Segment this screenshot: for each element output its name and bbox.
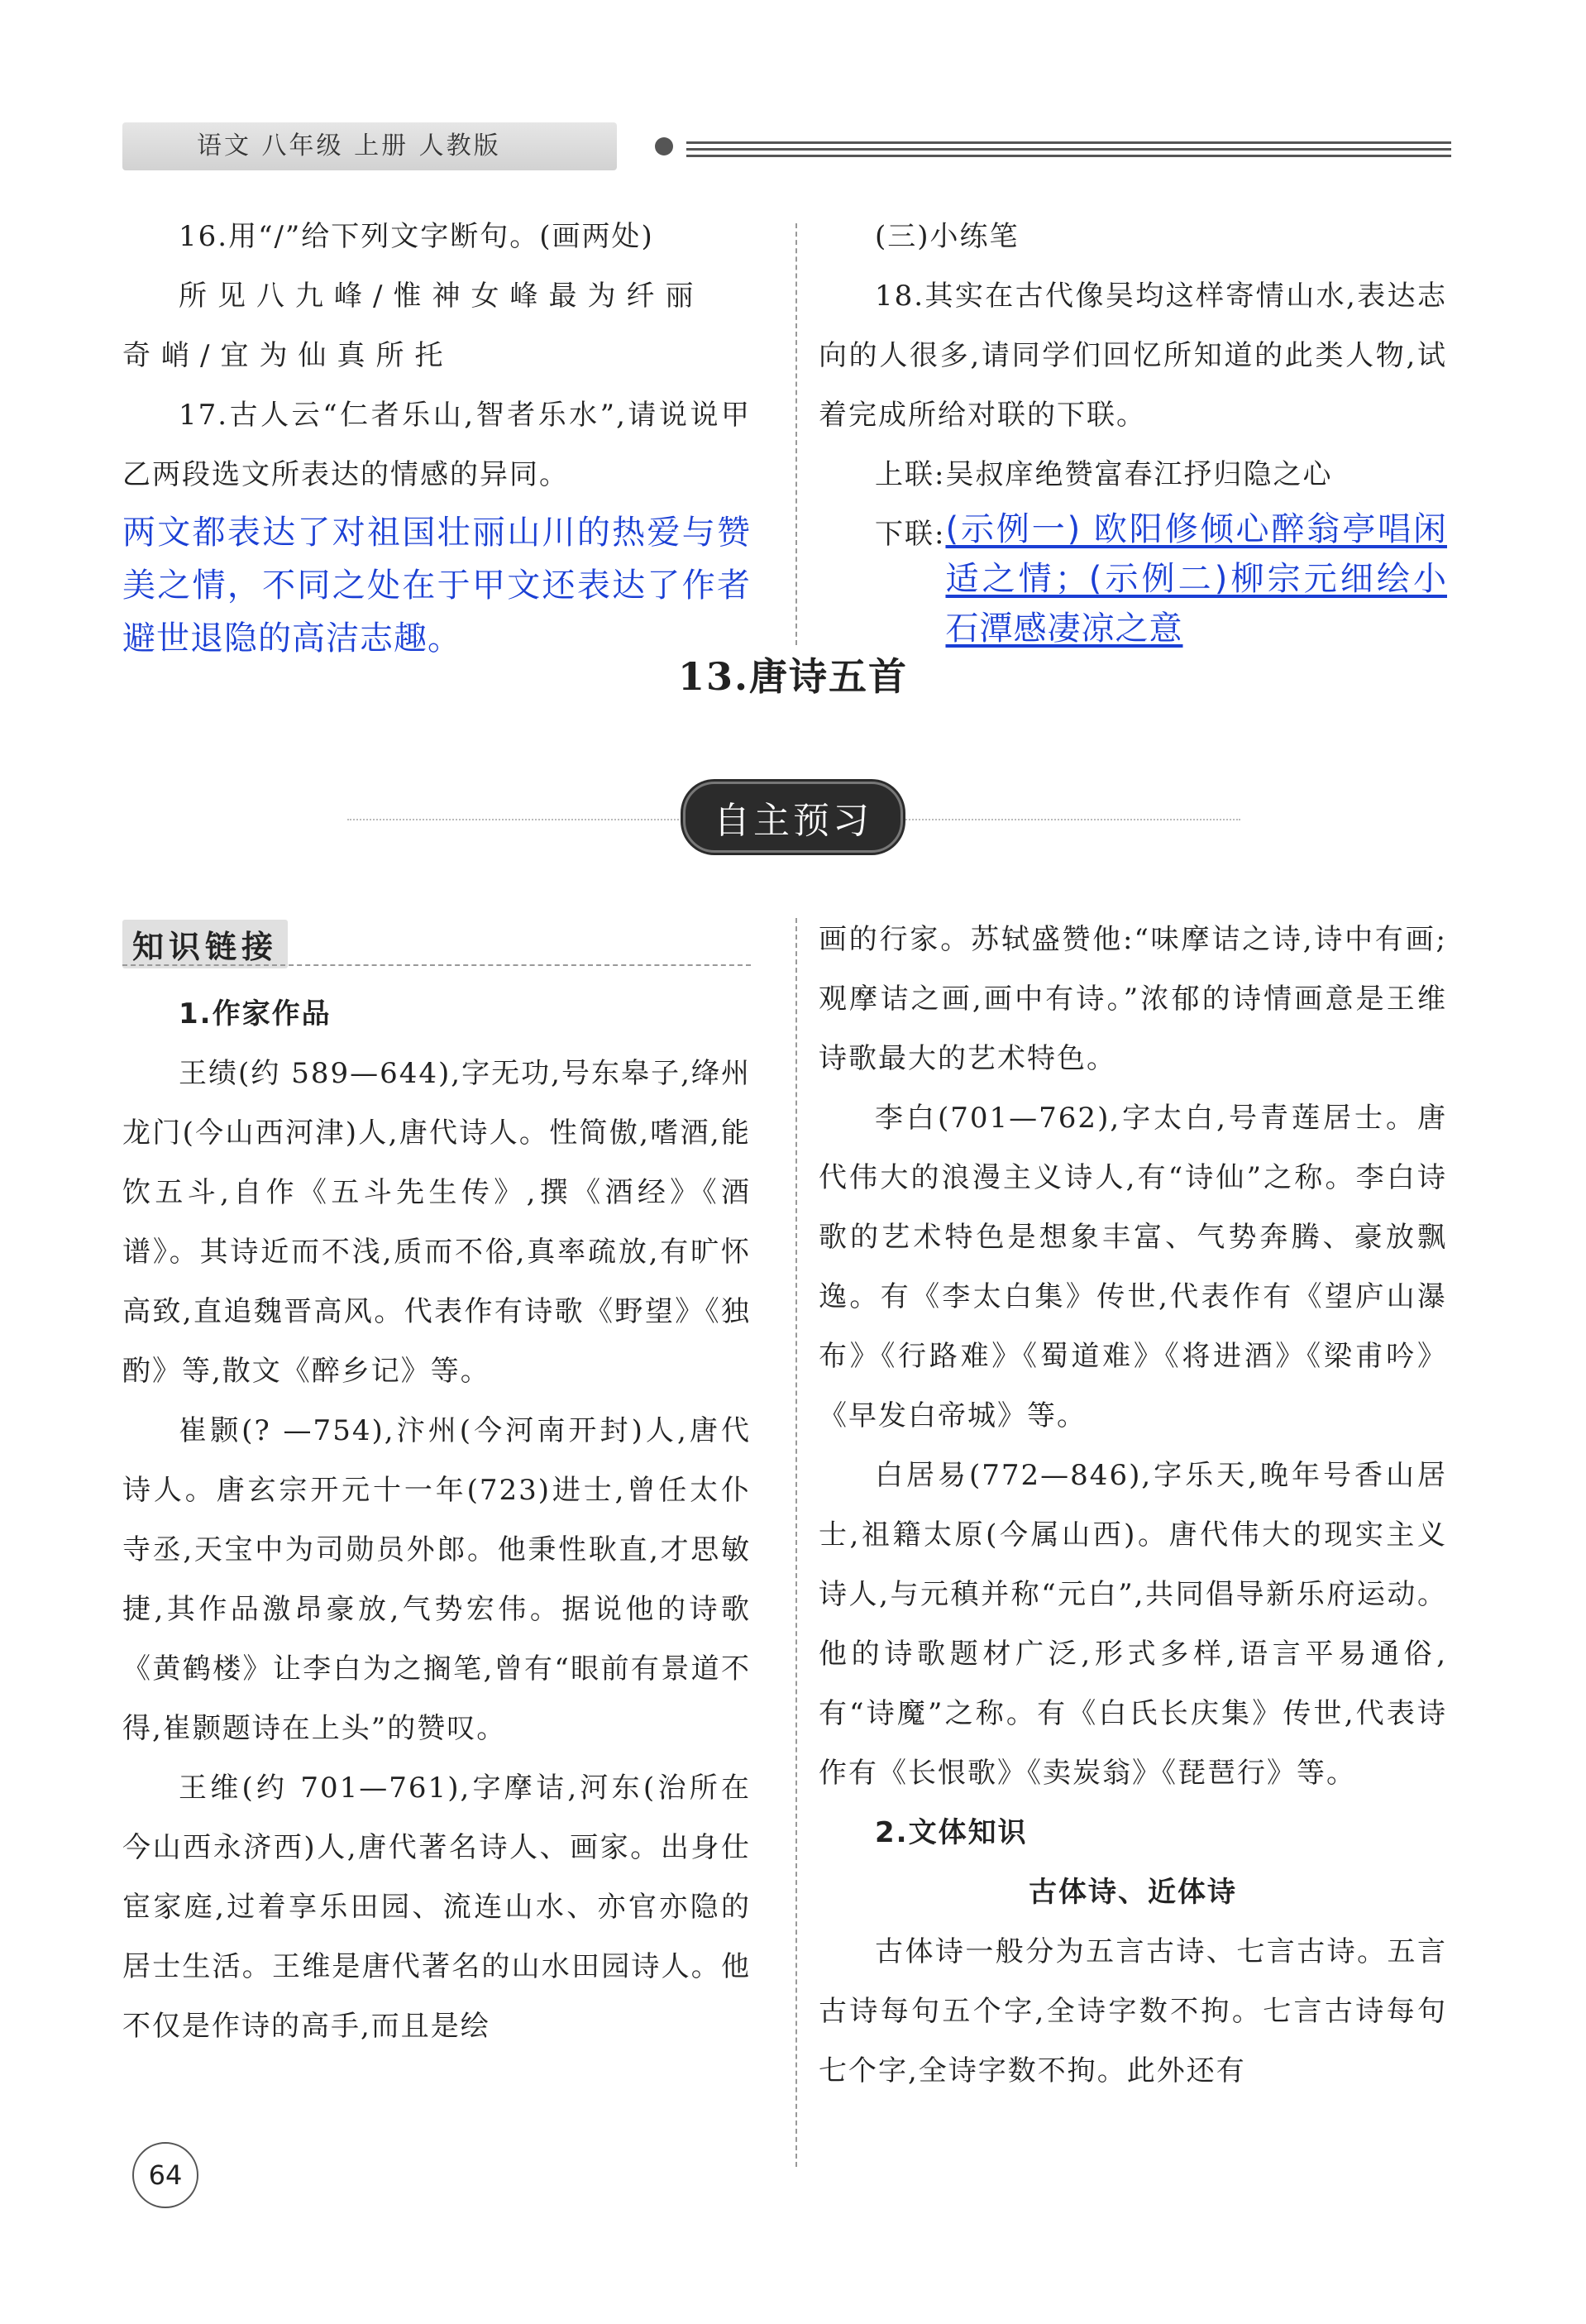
paragraph-ancient-poems: 古体诗一般分为五言古诗、七言古诗。五言古诗每句五个字,全诗字数不拘。七言古诗每句七个字,全诗字数不拘。此外还有	[819, 1935, 1447, 2087]
paragraph-baijuyi: 白居易(772—846),字乐天,晚年号香山居士,祖籍太原(今属山西)。唐代伟大的现实主义诗人,与元稹并称“元白”,共同倡导新乐府运动。他的诗歌题材广泛,形式多样,语言平易通俗,有“诗魔”之称。有《白氏长庆集》传世,代表诗作有《长恨歌》《卖炭翁》《琵琶行》等。	[819, 1459, 1447, 1790]
heading-author-works: 1.作家作品	[179, 997, 332, 1030]
question-17: 17.古人云“仁者乐山,智者乐水”,请说说甲乙两段选文所表达的情感的异同。	[122, 399, 751, 491]
upper-couplet	[819, 445, 1447, 504]
paragraph-libai: 李白(701—762),字太白,号青莲居士。唐代伟大的浪漫主义诗人,有“诗仙”之称。李白诗歌的艺术特色是想象丰富、气势奔腾、豪放飘逸。有《李太白集》传世,代表作有《望庐山瀑布》《行路难》《蜀道难》《将进酒》《梁甫吟》《早发白帝城》等。	[819, 1102, 1447, 1432]
upper-couplet-label: 上联:	[875, 458, 946, 491]
header-rules	[686, 141, 1451, 161]
page-number: 64	[132, 2142, 198, 2208]
knowledge-link-label: 知识链接	[122, 920, 288, 968]
upper-couplet-text: 吴叔庠绝赞富春江抒归隐之心	[945, 458, 1333, 491]
question-16: 16.用“/”给下列文字断句。(画两处)	[179, 220, 654, 253]
top-right-column	[819, 207, 1447, 653]
section-rule	[122, 964, 751, 966]
paragraph-wangwei: 王维(约 701—761),字摩诘,河东(治所在今山西永济西)人,唐代著名诗人、画家。出身仕宦家庭,过着享乐田园、流连山水、亦官亦隐的居士生活。王维是唐代著名的山水田园诗人。他不仅是作诗的高手,而且是绘	[122, 1772, 751, 2043]
question-17-answer: 两文都表达了对祖国壮丽山川的热爱与赞美之情，不同之处在于甲文还表达了作者避世退隐的高洁志趣。	[122, 514, 751, 658]
bottom-left-column	[122, 984, 751, 2056]
heading-genre-knowledge: 2.文体知识	[875, 1816, 1028, 1849]
top-left-column	[122, 207, 751, 665]
lesson-title: 13.唐诗五首	[677, 654, 909, 699]
question-16-text-line2: 奇峭/宜为仙真所托	[122, 339, 454, 372]
paragraph-wangji: 王绩(约 589—644),字无功,号东皋子,绛州龙门(今山西河津)人,唐代诗人。性简傲,嗜酒,能饮五斗,自作《五斗先生传》,撰《酒经》《酒谱》。其诗近而不浅,质而不俗,真率疏放,有旷怀高致,直追魏晋高风。代表作有诗歌《野望》《独酌》等,散文《醉乡记》等。	[122, 1057, 751, 1388]
lower-couplet-answer: (示例一) 欧阳修倾心醉翁亭唱闲适之情；(示例二)柳宗元细绘小石潭感凄凉之意	[945, 510, 1447, 648]
book-info-header: 语文 八年级 上册 人教版	[197, 132, 501, 160]
column-divider	[795, 223, 797, 645]
practice-section-title: (三)小练笔	[875, 220, 1020, 253]
header-dot-icon	[655, 137, 673, 155]
column-divider-lower	[795, 918, 797, 2167]
self-study-badge: 自主预习	[683, 782, 903, 853]
bottom-right-column	[819, 910, 1447, 2101]
question-16-text-line1: 所见八九峰/惟神女峰最为纤丽	[179, 280, 705, 313]
subheading-poem-types: 古体诗、近体诗	[1029, 1876, 1237, 1909]
lower-couplet	[819, 504, 1447, 653]
question-18: 18.其实在古代像吴均这样寄情山水,表达志向的人很多,请同学们回忆所知道的此类人物,试着完成所给对联的下联。	[819, 280, 1447, 432]
paragraph-cuihao: 崔颢(? —754),汴州(今河南开封)人,唐代诗人。唐玄宗开元十一年(723)进士,曾任太仆寺丞,天宝中为司勋员外郎。他秉性耿直,才思敏捷,其作品激昂豪放,气势宏伟。据说他的诗歌《黄鹤楼》让李白为之搁笔,曾有“眼前有景道不得,崔颢题诗在上头”的赞叹。	[122, 1414, 751, 1745]
paragraph-wangwei-continued: 画的行家。苏轼盛赞他:“味摩诘之诗,诗中有画;观摩诘之画,画中有诗。”浓郁的诗情画意是王维诗歌最大的艺术特色。	[819, 923, 1447, 1075]
badge-wrapper	[0, 782, 1586, 853]
lower-couplet-label: 下联:	[875, 518, 946, 551]
